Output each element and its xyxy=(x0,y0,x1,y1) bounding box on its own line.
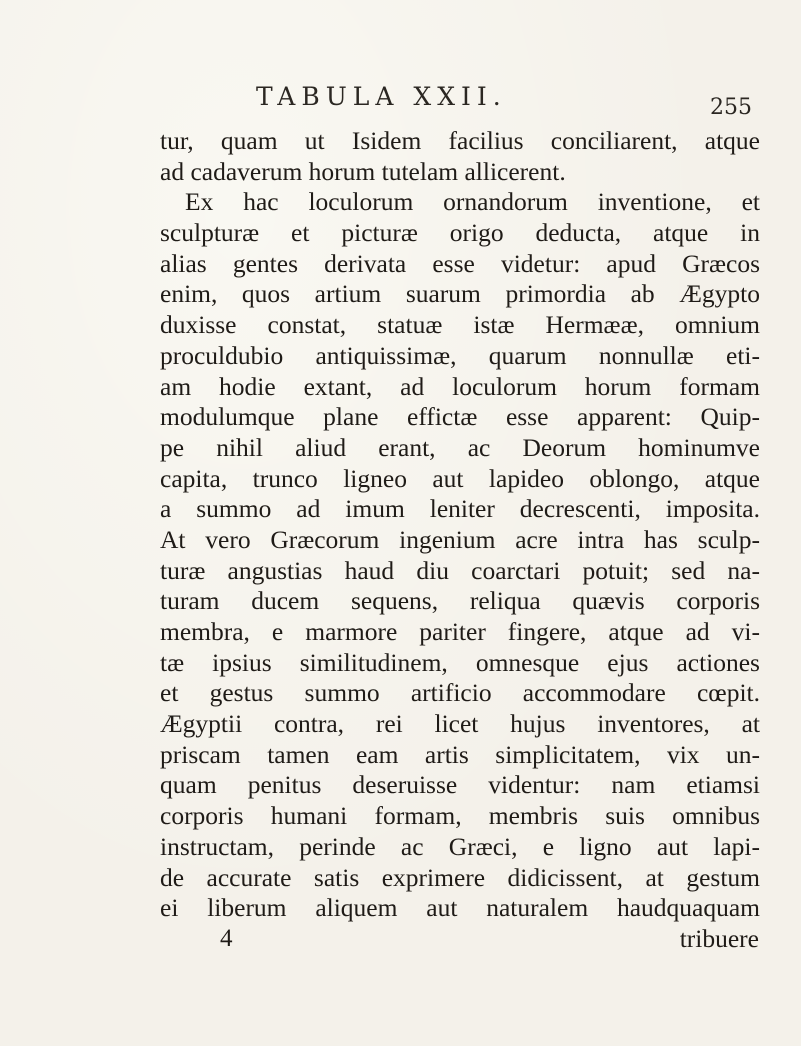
text-line: duxisse constat, statuæ istæ Hermææ, omnium xyxy=(160,310,760,340)
catchword: tribuere xyxy=(679,923,759,953)
signature-mark: 4 xyxy=(220,924,233,952)
text-line: am hodie extant, ad loculorum horum formam xyxy=(160,371,760,401)
running-title: TABULA XXII. xyxy=(256,82,507,111)
text-line: et gestus summo artificio accommodare cœpit. xyxy=(160,678,760,708)
text-line: pe nihil aliud erant, ac Deorum hominumve xyxy=(160,432,760,462)
text-line: priscam tamen eam artis simplicitatem, vix un- xyxy=(160,739,760,769)
text-line: proculdubio antiquissimæ, quarum nonnullæ eti- xyxy=(160,340,760,370)
text-line: a summo ad imum leniter decrescenti, imposita. xyxy=(160,494,760,524)
text-line: Ex hac loculorum ornandorum inventione, et xyxy=(185,187,760,217)
text-line: tur, quam ut Isidem facilius conciliarent, atque xyxy=(160,126,760,155)
text-line: Ægyptii contra, rei licet hujus inventores, at xyxy=(160,709,760,739)
text-line: alias gentes derivata esse videtur: apud Græcos xyxy=(160,248,760,278)
text-line: ei liberum aliquem aut naturalem haudquaquam xyxy=(160,893,760,923)
text-line: capita, trunco ligneo aut lapideo oblongo, atque xyxy=(160,463,760,493)
text-line: enim, quos artium suarum primordia ab Ægypto xyxy=(160,279,760,309)
body-text xyxy=(160,126,760,955)
text-line: ad cadaverum horum tutelam allicerent. xyxy=(160,156,566,186)
text-line: quam penitus deseruisse videntur: nam etiamsi xyxy=(160,770,760,800)
text-line: turæ angustias haud diu coarctari potuit; sed na- xyxy=(160,555,760,585)
text-line: tæ ipsius similitudinem, omnesque ejus actiones xyxy=(160,647,760,677)
footer-row xyxy=(160,924,760,955)
text-line: instructam, perinde ac Græci, e ligno aut lapi- xyxy=(160,831,760,861)
page-number: 255 xyxy=(710,95,752,120)
text-line: membra, e marmore pariter fingere, atque ad vi- xyxy=(160,617,760,646)
text-line: sculpturæ et picturæ origo deducta, atque in xyxy=(160,218,760,248)
text-line: modulumque plane effictæ esse apparent: Quip- xyxy=(160,402,760,432)
text-line: corporis humani formam, membris suis omnibus xyxy=(160,801,760,831)
text-line: At vero Græcorum ingenium acre intra has sculp- xyxy=(160,524,760,554)
text-line: de accurate satis exprimere didicissent, at gestum xyxy=(160,862,760,892)
text-line: turam ducem sequens, reliqua quævis corporis xyxy=(160,586,760,616)
